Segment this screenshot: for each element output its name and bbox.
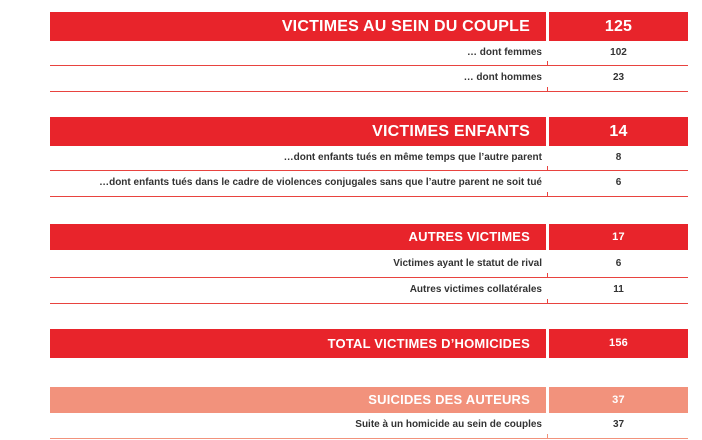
enfants-row-meme-temps-value: 8 [615, 152, 622, 163]
row-tick [547, 192, 548, 196]
total-value: 156 [609, 337, 628, 349]
row-divider [50, 170, 688, 171]
row-divider [50, 303, 688, 304]
couple-row-hommes-label: … dont hommes [463, 72, 542, 83]
row-divider [50, 91, 688, 92]
row-divider [50, 65, 688, 66]
autres-row-rival-label: Victimes ayant le statut de rival [393, 258, 542, 269]
enfants-total: 14 [609, 123, 628, 140]
autres-total: 17 [612, 231, 625, 243]
couple-total: 125 [604, 18, 633, 35]
autres-row-collaterales-value: 11 [613, 284, 624, 295]
row-tick [547, 273, 548, 277]
couple-title: VICTIMES AU SEIN DU COUPLE [281, 18, 530, 35]
autres-title: AUTRES VICTIMES [408, 229, 530, 244]
row-divider [50, 196, 688, 197]
enfants-title: VICTIMES ENFANTS [372, 123, 530, 140]
suicides-total: 37 [612, 394, 625, 406]
row-divider [50, 277, 688, 278]
row-tick [547, 166, 548, 170]
row-tick [547, 87, 548, 91]
enfants-row-violences-label: …dont enfants tués dans le cadre de violences conjugales sans que l’autre parent ne soit tué [99, 177, 542, 188]
autres-row-collaterales-label: Autres victimes collatérales [409, 284, 542, 295]
suicides-title: SUICIDES DES AUTEURS [368, 392, 530, 407]
enfants-row-violences-value: 6 [615, 177, 622, 188]
row-tick [547, 434, 548, 438]
row-divider [50, 438, 688, 439]
row-tick [547, 299, 548, 303]
row-tick [547, 61, 548, 65]
couple-row-femmes-value: 102 [610, 47, 627, 58]
suicides-row-couples-value: 37 [612, 419, 625, 430]
couple-row-femmes-label: … dont femmes [466, 47, 542, 58]
enfants-row-meme-temps-label: …dont enfants tués en même temps que l’autre parent [283, 152, 542, 163]
couple-row-hommes-value: 23 [612, 72, 625, 83]
suicides-row-couples-label: Suite à un homicide au sein de couples [355, 419, 542, 430]
total-title: TOTAL VICTIMES D’HOMICIDES [327, 336, 530, 351]
autres-row-rival-value: 6 [615, 258, 622, 269]
